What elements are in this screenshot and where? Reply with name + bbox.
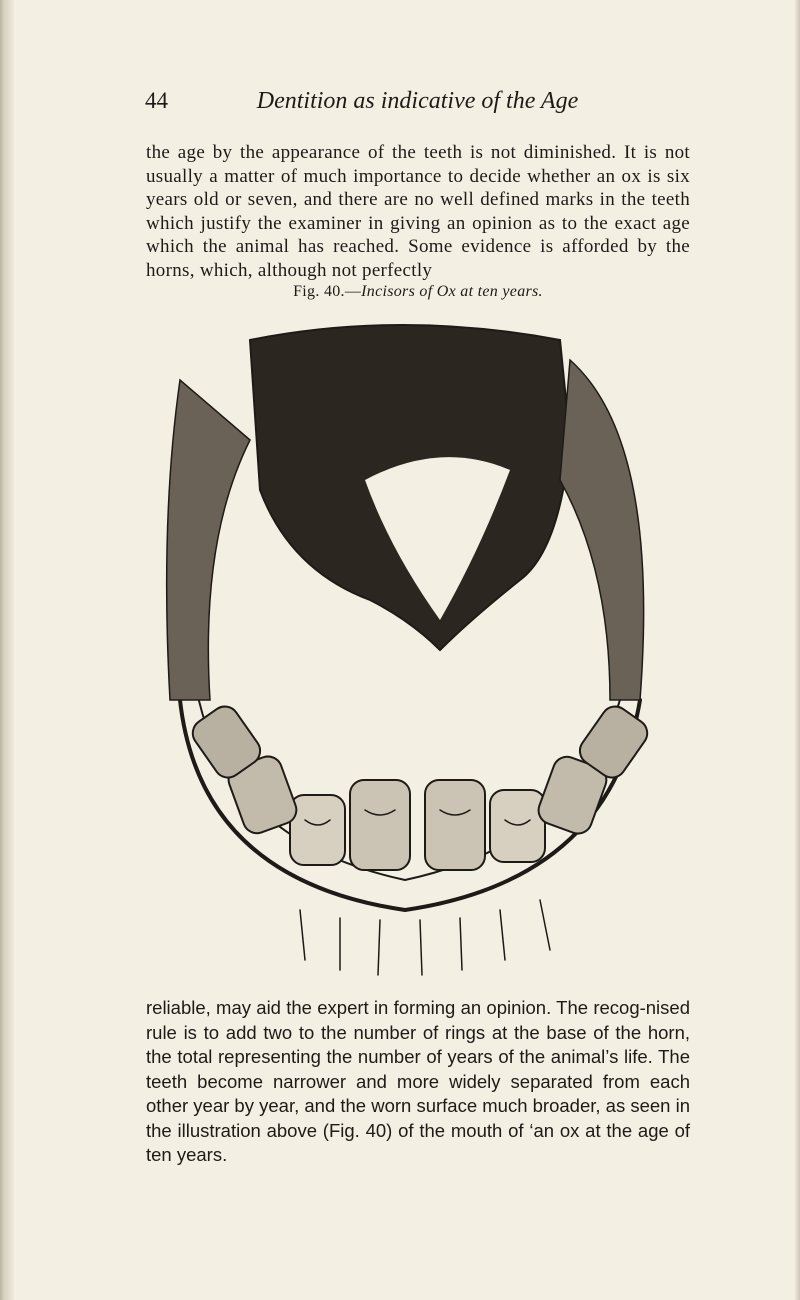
incisor-3 bbox=[425, 780, 485, 870]
running-title: Dentition as indicative of the Age bbox=[256, 88, 579, 114]
figure-caption bbox=[146, 283, 690, 301]
running-head bbox=[145, 88, 690, 122]
paragraph-bottom: reliable, may aid the expert in forming an opinion. The recog-nised rule is to add two to the number of rings at the base of the horn, the total representing the number of years of the animal’s life. The teeth become narrower and more widely separated from each other year by year, and the worn surface much broader, as seen in the illustration above (Fig. 40) of the mouth of ‘an ox at the age of ten years. bbox=[146, 997, 691, 1165]
figure-caption-title: Incisors of Ox at ten years. bbox=[361, 283, 543, 300]
incisors-engraving bbox=[140, 320, 670, 980]
page-binding-edge bbox=[0, 0, 14, 1300]
page-number: 44 bbox=[145, 88, 168, 113]
incisor-1 bbox=[290, 795, 345, 865]
right-cheek bbox=[560, 360, 644, 700]
paragraph-top: the age by the appearance of the teeth is not diminished. It is not usually a matter of much importance to decide whether an ox is six years old or seven, and there are no well defined marks in the teeth which justify the examiner in giving an opinion as to the exact age which the animal has reached. Some evidence is afforded by the horns, which, although not perfectly bbox=[146, 142, 690, 281]
incisor-4 bbox=[490, 790, 545, 862]
incisor-2 bbox=[350, 780, 410, 870]
figure-caption-prefix: Fig. 40.— bbox=[293, 283, 362, 300]
page-outer-edge bbox=[794, 0, 800, 1300]
left-cheek bbox=[167, 380, 250, 700]
incisors-illustration bbox=[140, 320, 670, 980]
